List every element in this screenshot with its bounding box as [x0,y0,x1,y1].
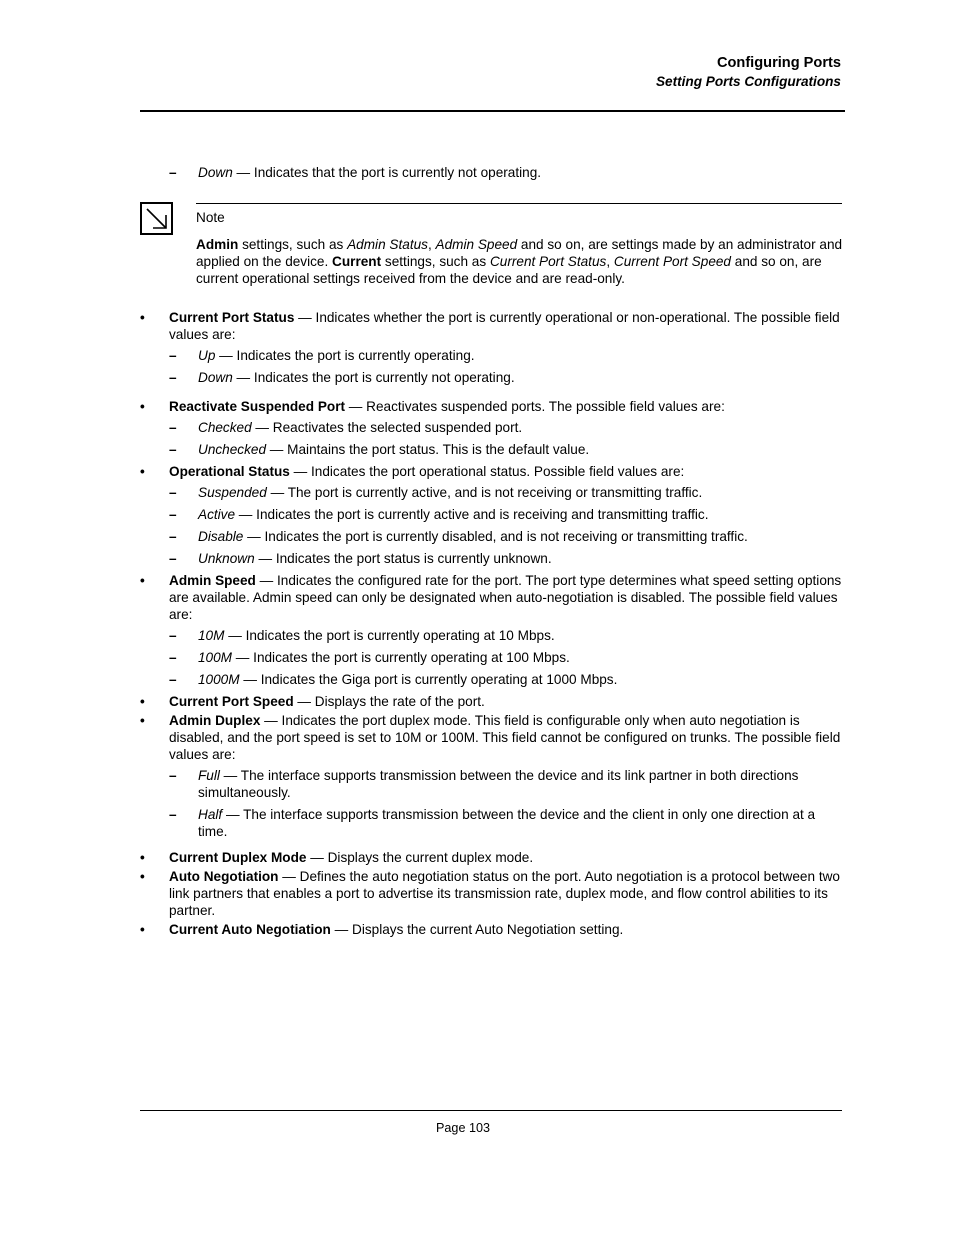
bullet-term: Reactivate Suspended Port [169,399,346,414]
note-text-run: , [606,254,614,269]
bullet-symbol: • [140,850,145,865]
dash-symbol: – [169,628,177,643]
bullet-text [169,309,842,343]
top-sub-item [169,164,849,181]
dash-symbol: – [169,507,177,522]
dash-symbol: – [169,165,177,180]
bullet-item [140,849,842,866]
sub-item-desc: — The interface supports transmission between the device and the client in only one direction at a time. [198,807,816,839]
sub-item-term: Half [198,807,223,822]
sub-item-term: Down [198,165,233,180]
bullet-symbol: • [140,399,145,414]
bullet-text [169,398,842,415]
sub-item [169,550,842,567]
bullet-desc: — Defines the auto negotiation status on the port. Auto negotiation is a protocol between two link partners that enables a port to advertise its transmission rate, duplex mode, and flow control abilities to its partner. [169,869,840,918]
sub-item-term: 10M [198,628,225,643]
bullet-symbol: • [140,869,145,884]
sub-item-desc: — Maintains the port status. This is the default value. [266,442,590,457]
dash-symbol: – [169,485,177,500]
sub-item [169,767,842,801]
note-text-run: Admin [196,237,239,252]
bullet-desc: — Displays the rate of the port. [293,694,485,709]
dash-symbol: – [169,672,177,687]
note-text-run: Current Port Speed [613,254,731,269]
dash-symbol: – [169,420,177,435]
bullet-term: Current Duplex Mode [169,850,307,865]
sub-item-desc: — Indicates the port is currently not operating. [232,370,515,385]
sub-item [169,506,842,523]
sub-item-text [198,806,842,840]
sub-item-term: Suspended [198,485,267,500]
page-number: Page 103 [436,1121,490,1135]
bullet-desc: — Indicates the port duplex mode. This field is configurable only when auto negotiation is disabled, and the port speed is set to 10M or 100M. This field cannot be configured on trunks. The possible field values are: [169,713,841,762]
note-text-run: Current Port Status [489,254,607,269]
dash-symbol: – [169,551,177,566]
sub-list [169,767,842,840]
sub-item-term: Unknown [198,551,255,566]
sub-item-text [198,649,842,666]
sub-item [169,671,842,688]
bullet-item [140,572,842,688]
sub-item-desc: — Reactivates the selected suspended port. [251,420,523,435]
sub-item-desc: — Indicates the port is currently operating. [215,348,475,363]
sub-item-desc: — Indicates that the port is currently not operating. [232,165,542,180]
footer-rule [140,1110,842,1111]
bullet-text [169,849,842,866]
sub-item-text [198,441,842,458]
sub-list [169,484,842,567]
bullet-desc: — Indicates the port operational status. Possible field values are: [289,464,685,479]
note-icon [140,202,174,236]
bullet-desc: — Indicates the configured rate for the port. The port type determines what speed setting options are available. Admin speed can only be designated when auto-negotiation is disabled. The possible field values are: [169,573,842,622]
sub-item-text [198,347,842,364]
bullet-symbol: • [140,310,145,325]
note-text-run: settings, such as [238,237,348,252]
sub-item-desc: — The port is currently active, and is not receiving or transmitting traffic. [266,485,703,500]
sub-item-term: Up [198,348,216,363]
sub-item-text [198,164,849,181]
note-body [196,236,844,287]
sub-item-term: Disable [198,529,244,544]
bullet-term: Current Auto Negotiation [169,922,331,937]
dash-symbol: – [169,348,177,363]
sub-item-desc: — Indicates the Giga port is currently operating at 1000 Mbps. [239,672,618,687]
header-subtitle: Setting Ports Configurations [655,74,841,89]
sub-item-term: Unchecked [198,442,267,457]
bullet-term: Current Port Speed [169,694,294,709]
sub-item-desc: — The interface supports transmission between the device and its link partner in both directions simultaneously. [198,768,799,800]
sub-item-text [198,767,842,801]
note-text-run: settings, such as [381,254,490,269]
bullet-symbol: • [140,573,145,588]
dash-symbol: – [169,650,177,665]
note-label: Note [196,210,225,225]
bullet-term: Operational Status [169,464,290,479]
bullet-symbol: • [140,464,145,479]
bullet-item [140,868,842,919]
sub-item-term: Checked [198,420,252,435]
bullet-symbol: • [140,922,145,937]
sub-item-text [198,506,842,523]
sub-item [169,528,842,545]
bullet-item [140,921,842,938]
sub-item-desc: — Indicates the port is currently active and is receiving and transmitting traffic. [235,507,709,522]
bullet-text [169,463,842,480]
bullet-term: Auto Negotiation [169,869,279,884]
dash-symbol: – [169,442,177,457]
sub-item [169,419,842,436]
sub-item-text [198,671,842,688]
note-rule [196,203,842,204]
sub-item-desc: — Indicates the port is currently disabled, and is not receiving or transmitting traffic. [243,529,748,544]
bullet-desc: — Reactivates suspended ports. The possible field values are: [345,399,725,414]
bullet-term: Admin Speed [169,573,256,588]
note-text-run: Admin Status [347,237,428,252]
dash-symbol: – [169,370,177,385]
bullet-symbol: • [140,694,145,709]
header-title: Configuring Ports [716,55,841,71]
note-text-run: and so on, are current operational settings received from the device and are read-only. [196,254,822,286]
sub-item [169,369,842,386]
sub-item [169,441,842,458]
sub-item-text [198,550,842,567]
bullet-text [169,693,842,710]
bullet-item [140,463,842,567]
sub-item [169,627,842,644]
bullet-text [169,868,842,919]
note-text-run: Current [332,254,382,269]
sub-item-term: Active [198,507,236,522]
bullet-text [169,921,842,938]
sub-item-text [198,484,842,501]
bullet-term: Admin Duplex [169,713,261,728]
note-text-run: and so on, are settings made by an administrator and applied on the device. [196,237,843,269]
bullet-item [140,398,842,458]
sub-list [169,347,842,386]
sub-item-desc: — Indicates the port is currently operating at 10 Mbps. [224,628,555,643]
sub-item-term: Full [198,768,220,783]
dash-symbol: – [169,768,177,783]
sub-item-text [198,627,842,644]
bullet-text [169,712,842,763]
sub-item-text [198,528,842,545]
sub-item-text [198,419,842,436]
sub-item-desc: — Indicates the port status is currently unknown. [254,551,552,566]
sub-item-desc: — Indicates the port is currently operating at 100 Mbps. [232,650,570,665]
sub-item-term: 1000M [198,672,240,687]
bullet-text [169,572,842,623]
bullet-item [140,693,842,710]
sub-item-term: Down [198,370,233,385]
bullet-desc: — Displays the current Auto Negotiation setting. [330,922,624,937]
sub-list [169,627,842,688]
sub-item-term: 100M [198,650,233,665]
bullet-term: Current Port Status [169,310,295,325]
sub-item [169,806,842,840]
dash-symbol: – [169,529,177,544]
dash-symbol: – [169,807,177,822]
sub-item [169,484,842,501]
bullet-item [140,309,842,386]
header-rule [140,110,845,112]
bullet-item [140,712,842,840]
sub-item [169,347,842,364]
bullet-desc: — Indicates whether the port is currently operational or non-operational. The possible field values are: [169,310,840,342]
field-description-list [140,309,842,938]
bullet-symbol: • [140,713,145,728]
sub-list [169,419,842,458]
bullet-desc: — Displays the current duplex mode. [306,850,534,865]
note-text-run: Admin Speed [435,237,518,252]
sub-item [169,649,842,666]
sub-item-text [198,369,842,386]
note-text-run: , [427,237,436,252]
